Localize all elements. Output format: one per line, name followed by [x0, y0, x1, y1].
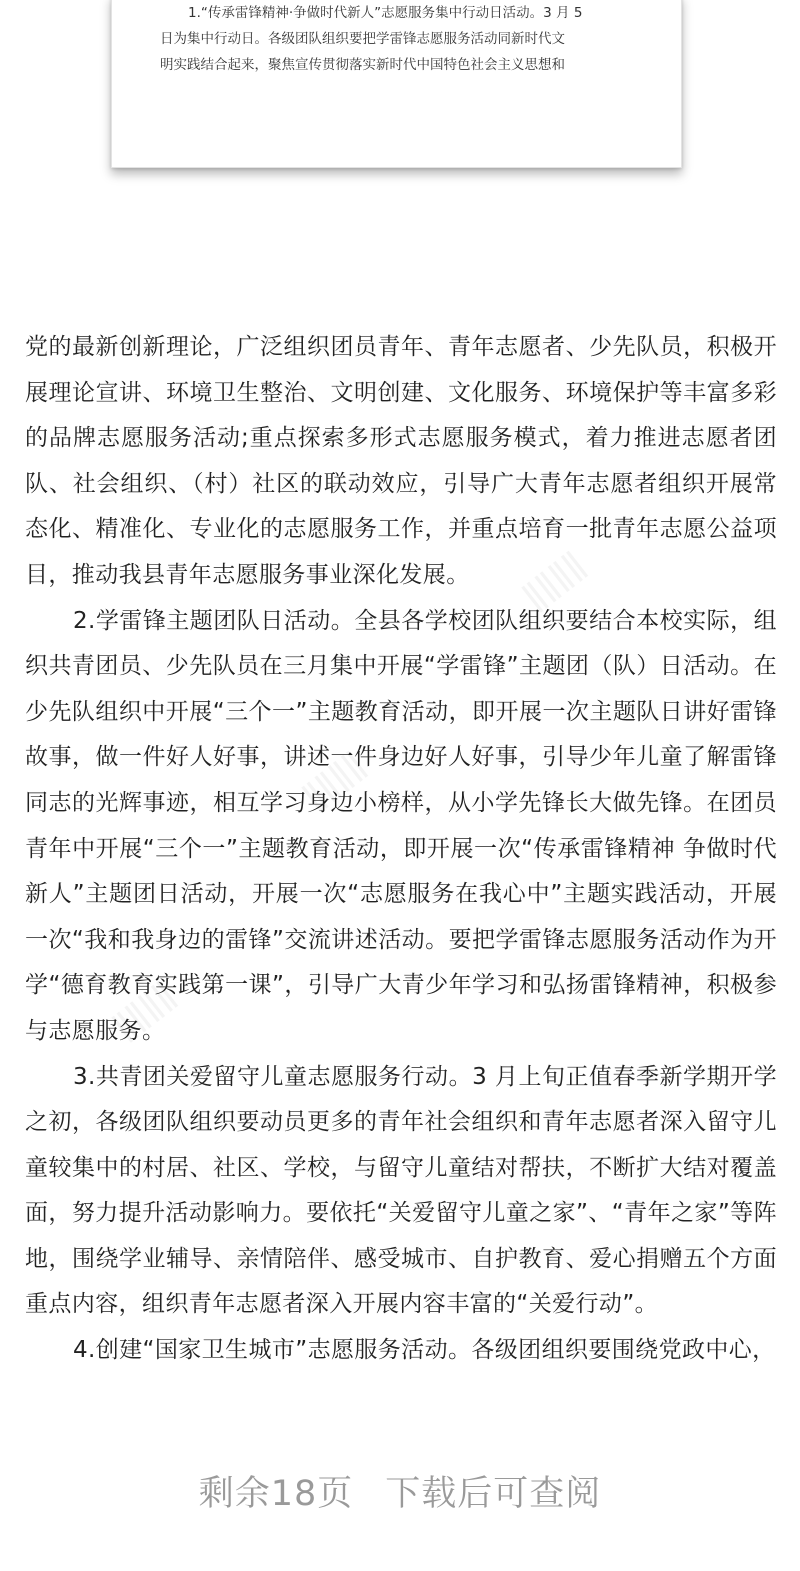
document-preview-card	[111, 0, 682, 168]
download-to-view-label[interactable]: 下载后可查阅	[385, 1474, 602, 1514]
paragraph: 党的最新创新理论，广泛组织团员青年、青年志愿者、少先队员，积极开展理论宣讲、环境卫生整治、文明创建、文化服务、环境保护等丰富多彩的品牌志愿服务活动;重点探索多形式志愿服务模式，着力推进志愿者团队、社会组织、（村）社区的联动效应，引导广大青年志愿者组织开展常态化、精准化、专业化的志愿服务工作，并重点培育一批青年志愿公益项目，推动我县青年志愿服务事业深化发展。	[25, 334, 777, 588]
paragraph: 4.创建“国家卫生城市”志愿服务活动。各级团组织要围绕党政中心，	[73, 1337, 776, 1364]
remaining-pages-label: 剩余18页	[198, 1474, 354, 1514]
preview-line: 明实践结合起来，聚焦宣传贯彻落实新时代中国特色社会主义思想和	[160, 57, 565, 73]
paragraph: 2.学雷锋主题团队日活动。全县各学校团队组织要结合本校实际，组织共青团员、少先队员在三月集中开展“学雷锋”主题团（队）日活动。在少先队组织中开展“三个一”主题教育活动，即开展一次主题队日讲好雷锋故事，做一件好人好事，讲述一件身边好人好事，引导少年儿童了解雷锋同志的光辉事迹，相互学习身边小榜样，从小学先锋长大做先锋。在团员青年中开展“三个一”主题教育活动，即开展一次“传承雷锋精神 争做时代新人”主题团日活动，开展一次“志愿服务在我心中”主题实践活动，开展一次“我和我身边的雷锋”交流讲述活动。要把学雷锋志愿服务活动作为开学“德育教育实践第一课”，引导广大青少年学习和弘扬雷锋精神，积极参与志愿服务。	[25, 607, 777, 1044]
download-prompt[interactable]	[0, 1466, 800, 1516]
preview-line: 1.“传承雷锋精神·争做时代新人”志愿服务集中行动日活动。3 月 5	[188, 5, 583, 21]
paragraph: 3.共青团关爱留守儿童志愿服务行动。3 月上旬正值春季新学期开学之初，各级团队组织要动员更多的青年社会组织和青年志愿者深入留守儿童较集中的村居、社区、学校，与留守儿童结对帮扶，不断扩大结对覆盖面，努力提升活动影响力。要依托“关爱留守儿童之家”、“青年之家”等阵地，围绕学业辅导、亲情陪伴、感受城市、自护教育、爱心捐赠五个方面重点内容，组织青年志愿者深入开展内容丰富的“关爱行动”。	[25, 1063, 777, 1318]
preview-line: 日为集中行动日。各级团队组织要把学雷锋志愿服务活动同新时代文	[160, 31, 565, 47]
document-body	[25, 325, 777, 1374]
